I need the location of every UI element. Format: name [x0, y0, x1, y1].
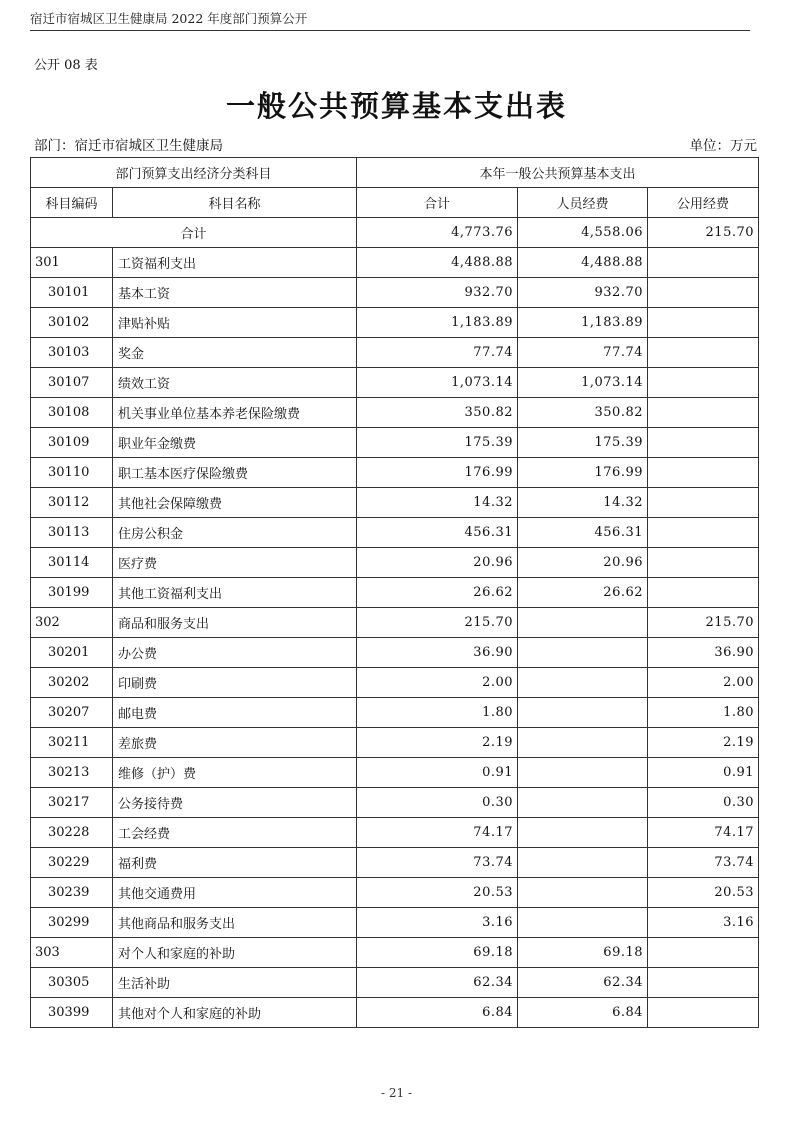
row-total: 1,183.89	[357, 308, 518, 338]
row-public	[648, 938, 759, 968]
row-public	[648, 548, 759, 578]
row-total: 350.82	[357, 398, 518, 428]
total-amount: 4,773.76	[357, 218, 518, 248]
running-header: 宿迁市宿城区卫生健康局 2022 年度部门预算公开	[30, 11, 308, 26]
row-code: 30228	[31, 818, 113, 848]
row-name: 商品和服务支出	[113, 608, 357, 638]
page-title: 一般公共预算基本支出表	[225, 89, 567, 123]
table-row	[31, 308, 759, 338]
total-label: 合计	[31, 218, 357, 248]
row-code: 30199	[31, 578, 113, 608]
row-name: 工会经费	[113, 818, 357, 848]
row-personnel: 1,183.89	[518, 308, 648, 338]
row-name: 印刷费	[113, 668, 357, 698]
table-row	[31, 398, 759, 428]
row-public	[648, 998, 759, 1028]
row-code: 30109	[31, 428, 113, 458]
row-total: 0.30	[357, 788, 518, 818]
row-code: 30202	[31, 668, 113, 698]
row-code: 30108	[31, 398, 113, 428]
row-public: 2.19	[648, 728, 759, 758]
header-row-columns	[31, 188, 759, 218]
row-code: 30201	[31, 638, 113, 668]
row-public: 20.53	[648, 878, 759, 908]
row-personnel: 932.70	[518, 278, 648, 308]
row-public	[648, 398, 759, 428]
row-name: 其他社会保障缴费	[113, 488, 357, 518]
row-personnel: 1,073.14	[518, 368, 648, 398]
row-public: 1.80	[648, 698, 759, 728]
row-public: 36.90	[648, 638, 759, 668]
table-row	[31, 458, 759, 488]
row-code: 301	[31, 248, 113, 278]
table-row	[31, 488, 759, 518]
row-total: 20.96	[357, 548, 518, 578]
table-row	[31, 668, 759, 698]
row-personnel	[518, 758, 648, 788]
row-total: 1.80	[357, 698, 518, 728]
table-row	[31, 998, 759, 1028]
row-personnel	[518, 668, 648, 698]
row-name: 维修（护）费	[113, 758, 357, 788]
row-public	[648, 488, 759, 518]
row-code: 30399	[31, 998, 113, 1028]
row-name: 邮电费	[113, 698, 357, 728]
row-public: 2.00	[648, 668, 759, 698]
row-total: 456.31	[357, 518, 518, 548]
row-code: 30207	[31, 698, 113, 728]
table-row	[31, 938, 759, 968]
row-total: 175.39	[357, 428, 518, 458]
table-row	[31, 728, 759, 758]
row-personnel: 14.32	[518, 488, 648, 518]
row-total: 14.32	[357, 488, 518, 518]
row-total: 2.19	[357, 728, 518, 758]
total-personnel: 4,558.06	[518, 218, 648, 248]
department-label: 部门：宿迁市宿城区卫生健康局	[34, 138, 223, 154]
total-public: 215.70	[648, 218, 759, 248]
table-row	[31, 338, 759, 368]
row-personnel	[518, 608, 648, 638]
table-row	[31, 548, 759, 578]
row-code: 30110	[31, 458, 113, 488]
table-row	[31, 518, 759, 548]
row-name: 职工基本医疗保险缴费	[113, 458, 357, 488]
table-row	[31, 878, 759, 908]
row-name: 福利费	[113, 848, 357, 878]
row-name: 职业年金缴费	[113, 428, 357, 458]
row-personnel	[518, 908, 648, 938]
row-public	[648, 518, 759, 548]
row-name: 其他对个人和家庭的补助	[113, 998, 357, 1028]
row-public	[648, 458, 759, 488]
row-name: 住房公积金	[113, 518, 357, 548]
row-personnel	[518, 848, 648, 878]
row-personnel: 20.96	[518, 548, 648, 578]
row-personnel: 77.74	[518, 338, 648, 368]
row-total: 20.53	[357, 878, 518, 908]
row-code: 30213	[31, 758, 113, 788]
table-body	[31, 218, 759, 1028]
row-code: 30107	[31, 368, 113, 398]
row-public	[648, 968, 759, 998]
table-row	[31, 428, 759, 458]
row-total: 932.70	[357, 278, 518, 308]
header-group-basic-expenditure: 本年一般公共预算基本支出	[357, 158, 759, 188]
table-row	[31, 578, 759, 608]
table-row	[31, 248, 759, 278]
row-total: 36.90	[357, 638, 518, 668]
row-code: 30113	[31, 518, 113, 548]
row-name: 公务接待费	[113, 788, 357, 818]
row-public: 3.16	[648, 908, 759, 938]
row-code: 30239	[31, 878, 113, 908]
row-public	[648, 248, 759, 278]
row-public	[648, 338, 759, 368]
row-code: 30305	[31, 968, 113, 998]
row-personnel: 456.31	[518, 518, 648, 548]
row-name: 基本工资	[113, 278, 357, 308]
row-total: 6.84	[357, 998, 518, 1028]
row-personnel: 26.62	[518, 578, 648, 608]
row-name: 奖金	[113, 338, 357, 368]
row-name: 生活补助	[113, 968, 357, 998]
row-public: 0.91	[648, 758, 759, 788]
table-number: 公开 08 表	[34, 58, 98, 73]
table-row	[31, 368, 759, 398]
row-personnel	[518, 638, 648, 668]
row-personnel: 176.99	[518, 458, 648, 488]
header-code: 科目编码	[31, 188, 113, 218]
row-name: 津贴补贴	[113, 308, 357, 338]
row-personnel: 4,488.88	[518, 248, 648, 278]
table-row	[31, 698, 759, 728]
header-total: 合计	[357, 188, 518, 218]
header-personnel: 人员经费	[518, 188, 648, 218]
unit-label: 单位：万元	[689, 138, 757, 154]
row-code: 30217	[31, 788, 113, 818]
table-row	[31, 758, 759, 788]
row-public: 73.74	[648, 848, 759, 878]
row-name: 其他商品和服务支出	[113, 908, 357, 938]
header-divider	[30, 30, 750, 31]
row-code: 30102	[31, 308, 113, 338]
row-personnel	[518, 878, 648, 908]
row-total: 77.74	[357, 338, 518, 368]
row-public	[648, 578, 759, 608]
row-total: 2.00	[357, 668, 518, 698]
table-row	[31, 968, 759, 998]
header-group-classification: 部门预算支出经济分类科目	[31, 158, 357, 188]
row-name: 差旅费	[113, 728, 357, 758]
row-name: 对个人和家庭的补助	[113, 938, 357, 968]
row-public: 0.30	[648, 788, 759, 818]
table-row	[31, 638, 759, 668]
total-row	[31, 218, 759, 248]
row-personnel	[518, 728, 648, 758]
row-code: 302	[31, 608, 113, 638]
table-row	[31, 908, 759, 938]
row-personnel: 69.18	[518, 938, 648, 968]
row-total: 26.62	[357, 578, 518, 608]
row-code: 30112	[31, 488, 113, 518]
row-code: 30103	[31, 338, 113, 368]
row-public	[648, 368, 759, 398]
row-code: 30101	[31, 278, 113, 308]
row-personnel: 6.84	[518, 998, 648, 1028]
row-personnel	[518, 788, 648, 818]
row-personnel: 350.82	[518, 398, 648, 428]
row-personnel: 175.39	[518, 428, 648, 458]
row-public	[648, 308, 759, 338]
row-public: 74.17	[648, 818, 759, 848]
row-total: 1,073.14	[357, 368, 518, 398]
table-row	[31, 818, 759, 848]
header-public: 公用经费	[648, 188, 759, 218]
table-row	[31, 848, 759, 878]
row-total: 4,488.88	[357, 248, 518, 278]
row-name: 绩效工资	[113, 368, 357, 398]
row-public: 215.70	[648, 608, 759, 638]
table-row	[31, 278, 759, 308]
row-personnel	[518, 698, 648, 728]
header-row-group	[31, 158, 759, 188]
row-code: 30114	[31, 548, 113, 578]
row-public	[648, 278, 759, 308]
row-name: 机关事业单位基本养老保险缴费	[113, 398, 357, 428]
row-personnel: 62.34	[518, 968, 648, 998]
row-total: 3.16	[357, 908, 518, 938]
header-name: 科目名称	[113, 188, 357, 218]
row-code: 303	[31, 938, 113, 968]
row-total: 215.70	[357, 608, 518, 638]
row-total: 62.34	[357, 968, 518, 998]
row-name: 其他交通费用	[113, 878, 357, 908]
row-personnel	[518, 818, 648, 848]
row-total: 176.99	[357, 458, 518, 488]
row-code: 30299	[31, 908, 113, 938]
table-row	[31, 788, 759, 818]
row-name: 其他工资福利支出	[113, 578, 357, 608]
row-public	[648, 428, 759, 458]
row-code: 30211	[31, 728, 113, 758]
row-name: 办公费	[113, 638, 357, 668]
row-total: 69.18	[357, 938, 518, 968]
row-name: 工资福利支出	[113, 248, 357, 278]
page-number: - 21 -	[380, 1086, 412, 1100]
row-code: 30229	[31, 848, 113, 878]
table-row	[31, 608, 759, 638]
row-total: 73.74	[357, 848, 518, 878]
row-total: 0.91	[357, 758, 518, 788]
row-total: 74.17	[357, 818, 518, 848]
budget-table	[30, 157, 759, 1028]
row-name: 医疗费	[113, 548, 357, 578]
